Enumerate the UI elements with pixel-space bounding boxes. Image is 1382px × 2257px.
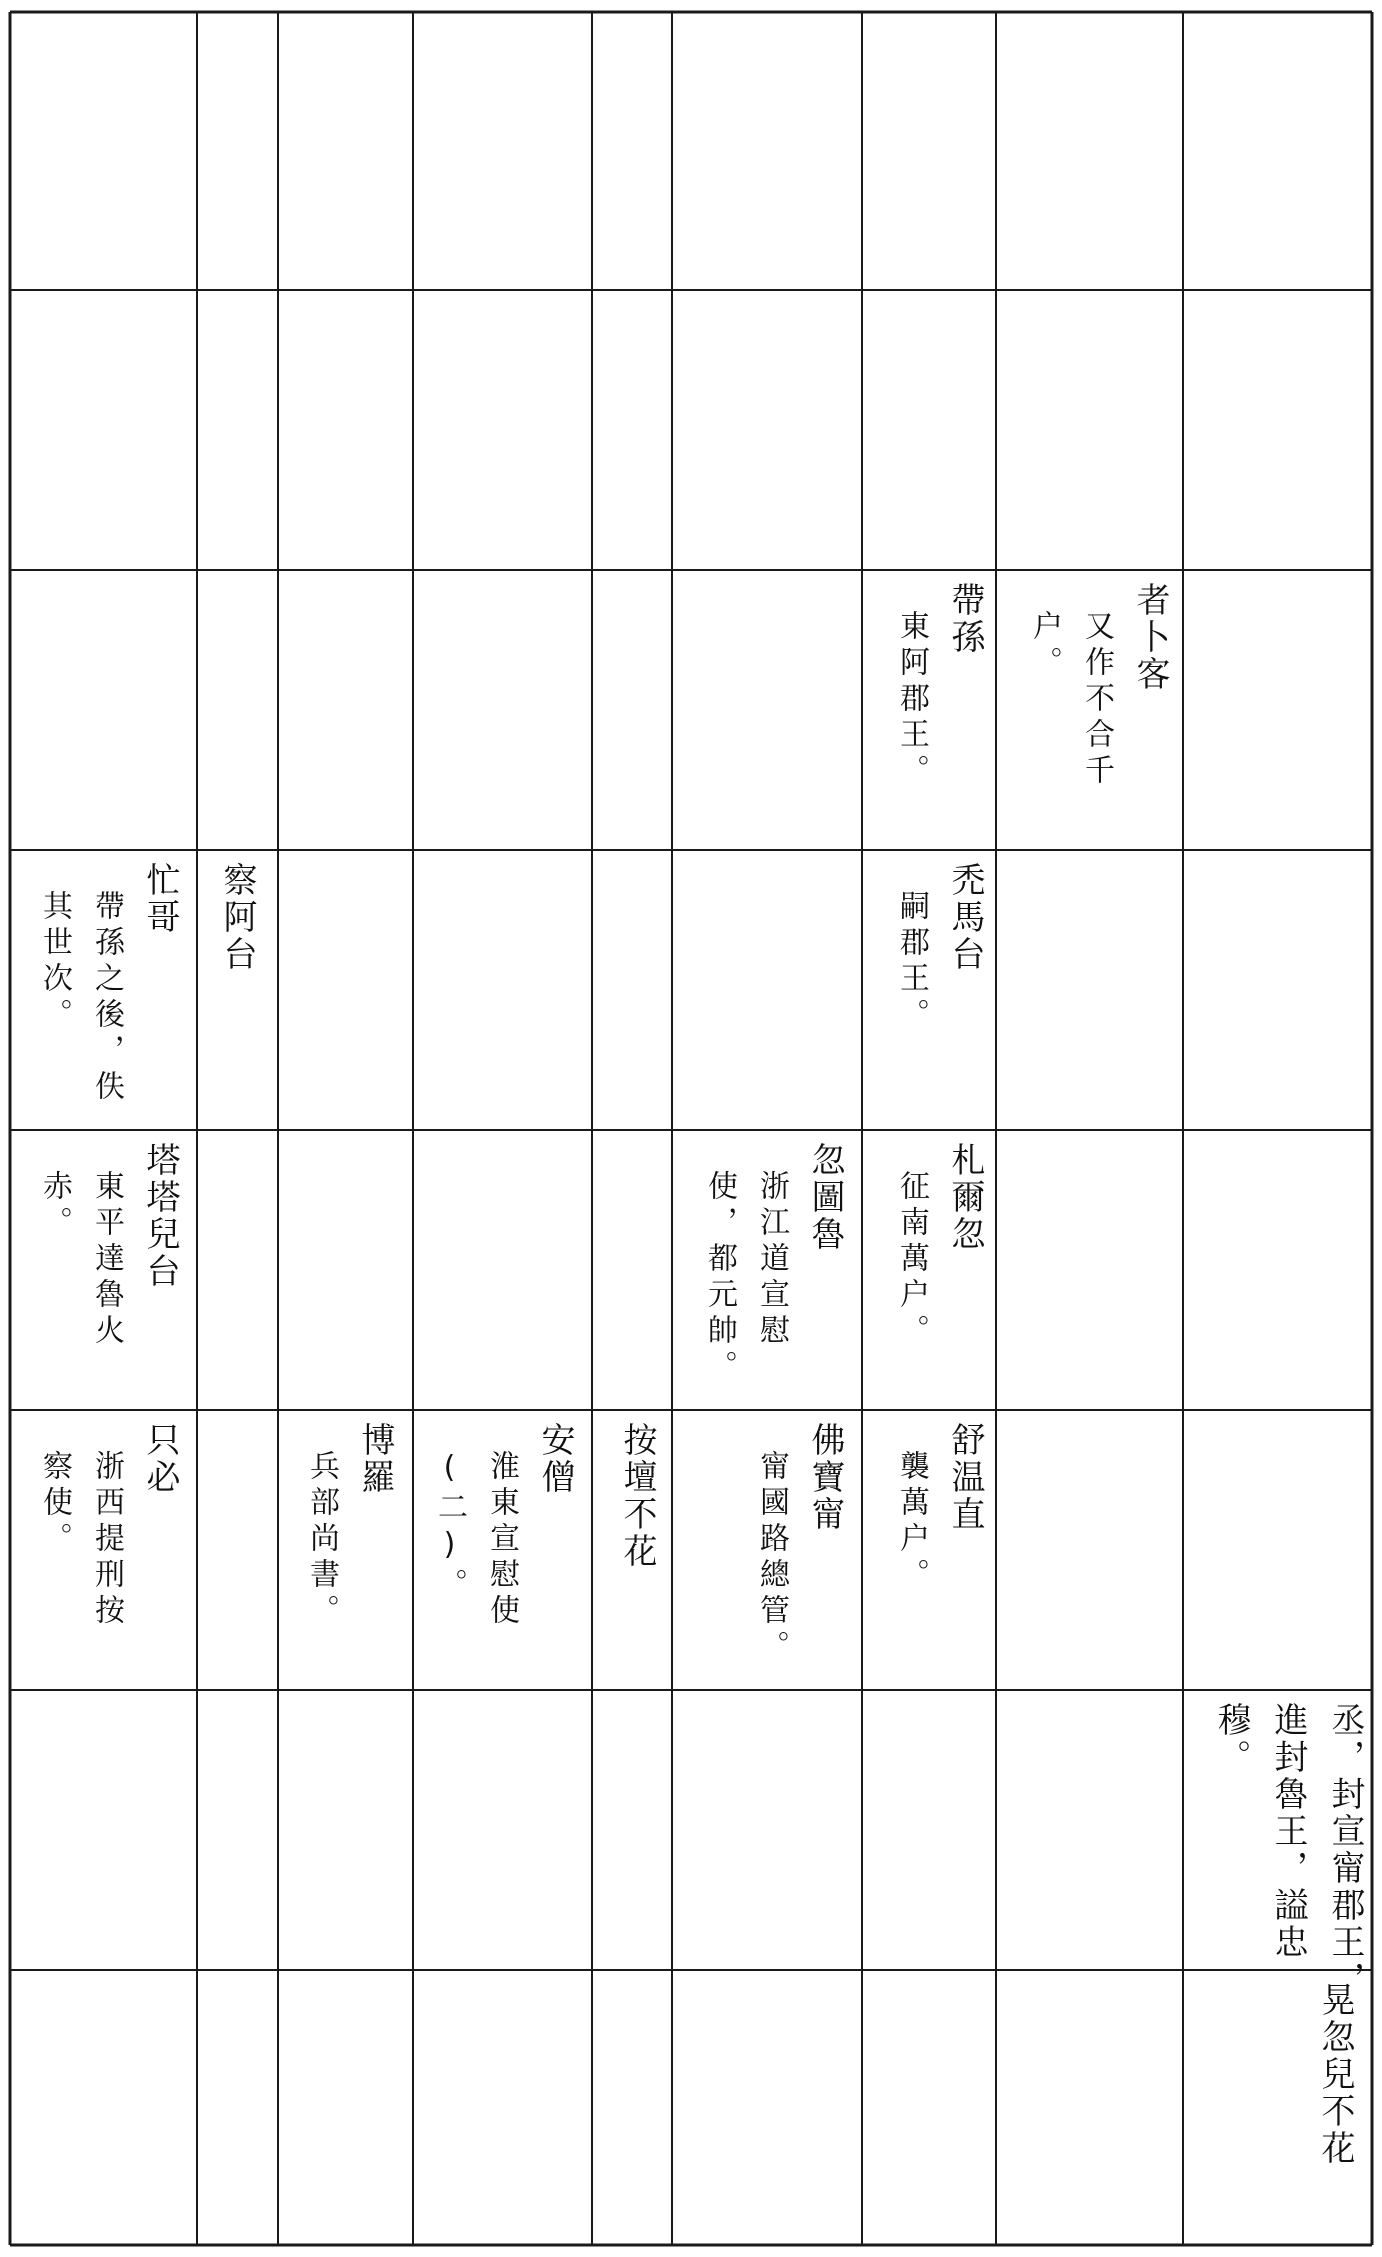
person-note: 又作不合千: [1079, 610, 1114, 790]
person-note-cont: (二)。: [432, 1450, 467, 1604]
person-name: 只必: [140, 1422, 180, 1496]
person-name: 博羅: [355, 1422, 395, 1496]
table-cell-r5c7: [875, 1422, 990, 1594]
person-note: 東阿郡王。: [894, 610, 929, 790]
person-note-cont: 察使。: [37, 1450, 72, 1558]
table-cell-r3c7: [875, 862, 990, 1034]
person-name: 安僧: [535, 1422, 575, 1496]
person-name: 塔塔兒台: [140, 1142, 180, 1290]
person-note-cont: 赤。: [37, 1170, 72, 1242]
table-cell-r7c9: [1310, 1982, 1360, 2167]
person-note: 征南萬户。: [894, 1170, 929, 1350]
person-name: 者卜客: [1130, 582, 1170, 693]
person-name: 禿馬台: [945, 862, 985, 973]
table-cell-r3c0: [25, 862, 185, 1106]
person-note: 襲萬户。: [894, 1450, 929, 1594]
table-cell-r4c7: [875, 1142, 990, 1350]
person-note-cont: 户。: [1027, 610, 1062, 682]
person-note: 丞，封宣甯郡王，: [1325, 1702, 1365, 1998]
person-note-cont: 使，都元帥。: [702, 1170, 737, 1386]
person-note: 嗣郡王。: [894, 890, 929, 1034]
person-name: 忽圖魯: [805, 1142, 845, 1253]
person-name: 舒温直: [945, 1422, 985, 1533]
person-name: 晃忽兒不花: [1315, 1982, 1355, 2167]
table-cell-r2c8: [1010, 582, 1175, 790]
person-note-end: 穆。: [1211, 1702, 1251, 1776]
table-cell-r5c5: [740, 1422, 850, 1666]
person-note: 浙江道宣慰: [754, 1170, 789, 1350]
person-note-cont: 進封魯王，謚忠: [1268, 1702, 1308, 1961]
table-cell-r4c6: [690, 1142, 850, 1386]
table-cell-r3c1: [212, 862, 262, 973]
person-name: 佛寶甯: [805, 1422, 845, 1533]
person-note: 帶孫之後，佚: [89, 890, 124, 1106]
person-name: 察阿台: [217, 862, 257, 973]
table-cell-r6c9: [1205, 1702, 1370, 1998]
person-name: 忙哥: [140, 862, 180, 936]
table-cell-r5c0: [25, 1422, 185, 1630]
table-cell-r4c0: [25, 1142, 185, 1350]
person-name: 按壇不花: [617, 1422, 657, 1570]
table-cell-r5c4: [612, 1422, 662, 1570]
table-cell-r5c2: [300, 1422, 400, 1630]
person-note: 浙西提刑按: [89, 1450, 124, 1630]
person-note: 東平達魯火: [89, 1170, 124, 1350]
person-name: 帶孫: [945, 582, 985, 656]
person-note-cont: 其世次。: [37, 890, 72, 1034]
person-note: 兵部尚書。: [304, 1450, 339, 1630]
person-note: 淮東宣慰使: [484, 1450, 519, 1630]
table-cell-r5c3: [430, 1422, 580, 1630]
table-cell-r2c7: [875, 582, 990, 790]
person-name: 札爾忽: [945, 1142, 985, 1253]
person-note: 甯國路總管。: [754, 1450, 789, 1666]
